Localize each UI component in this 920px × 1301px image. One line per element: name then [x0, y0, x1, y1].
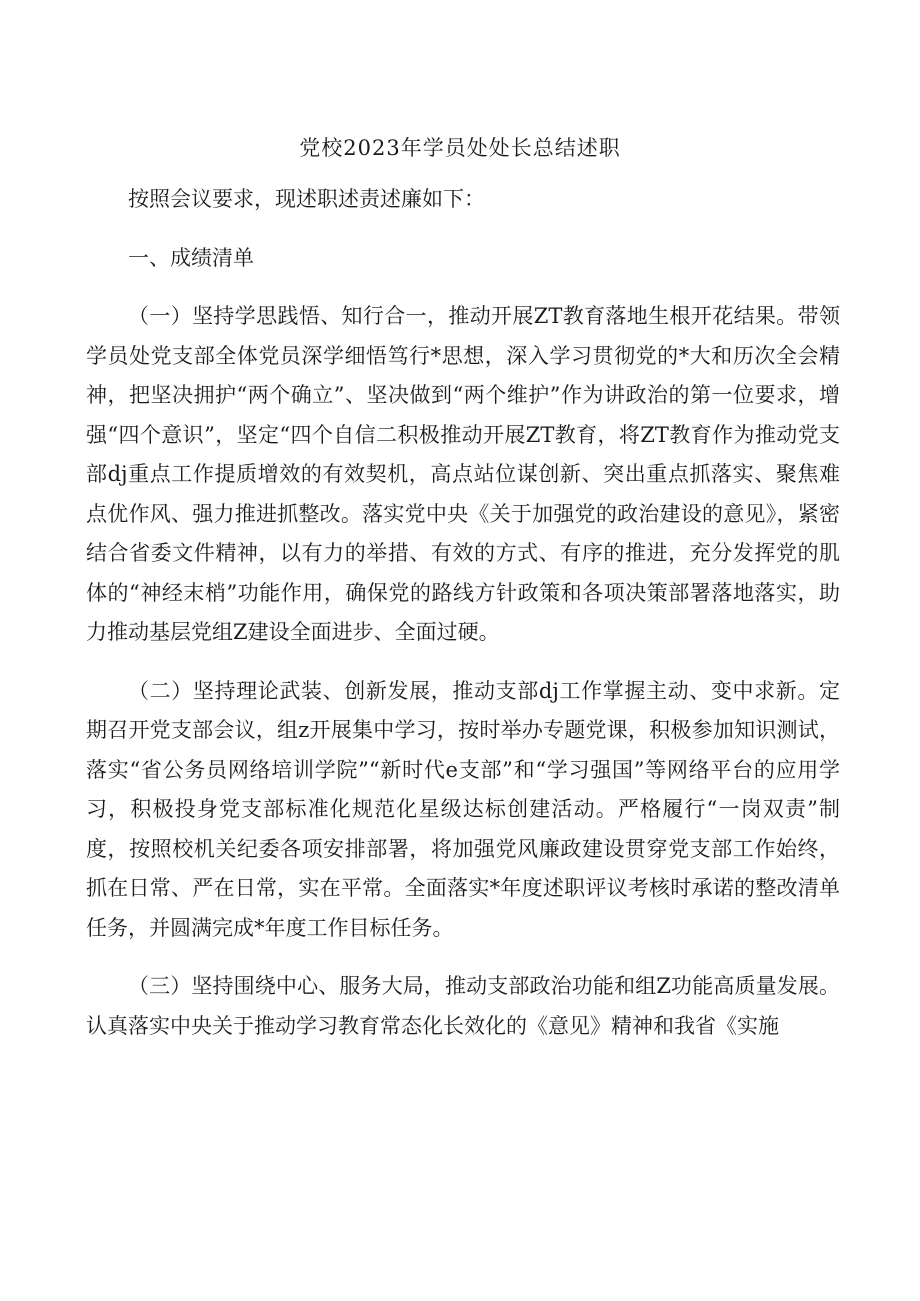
intro-paragraph: 按照会议要求，现述职述责述廉如下：	[128, 187, 485, 211]
paragraph-one: （一）坚持学思践悟、知行合一，推动开展ZT教育落地生根开花结果。带领学员处党支部全体党员深学细悟笃行*思想，深入学习贯彻党的*大和历次全会精神，把坚决拥护“两个确立”、坚决做到“两个维护”作为讲政治的第一位要求，增强“四个意识”，坚定“四个自信二积极推动开展ZT教育，将ZT教育作为推动党支部dj重点工作提质增效的有效契机，高点站位谋创新、突出重点抓落实、聚焦难点优作风、强力推进抓整改。落实党中央《关于加强党的政治建设的意见》，紧密结合省委文件精神，以有力的举措、有效的方式、有序的推进，充分发挥党的肌体的“神经末梢”功能作用，确保党的路线方针政策和各项决策部署落地落实，助力推动基层党组Z建设全面进步、全面过硬。	[86, 304, 840, 644]
section-heading: 一、成绩清单	[128, 245, 254, 270]
document-body	[86, 180, 840, 1046]
paragraph-three: （三）坚持围绕中心、服务大局，推动支部政治功能和组Z功能高质量发展。认真落实中央关于推动学习教育常态化长效化的《意见》精神和我省《实施	[86, 974, 840, 1038]
paragraph-two: （二）坚持理论武装、创新发展，推动支部dj工作掌握主动、变中求新。定期召开党支部会议，组z开展集中学习，按时举办专题党课，积极参加知识测试，落实“省公务员网络培训学院”“新时代e支部”和“学习强国”等网络平台的应用学习，积极投身党支部标准化规范化星级达标创建活动。严格履行“一岗双责”制度，按照校机关纪委各项安排部署，将加强党风廉政建设贯穿党支部工作始终，抓在日常、严在日常，实在平常。全面落实*年度述职评议考核时承诺的整改清单任务，并圆满完成*年度工作目标任务。	[86, 678, 840, 940]
document-title: 党校2023年学员处处长总结述职	[299, 136, 621, 160]
